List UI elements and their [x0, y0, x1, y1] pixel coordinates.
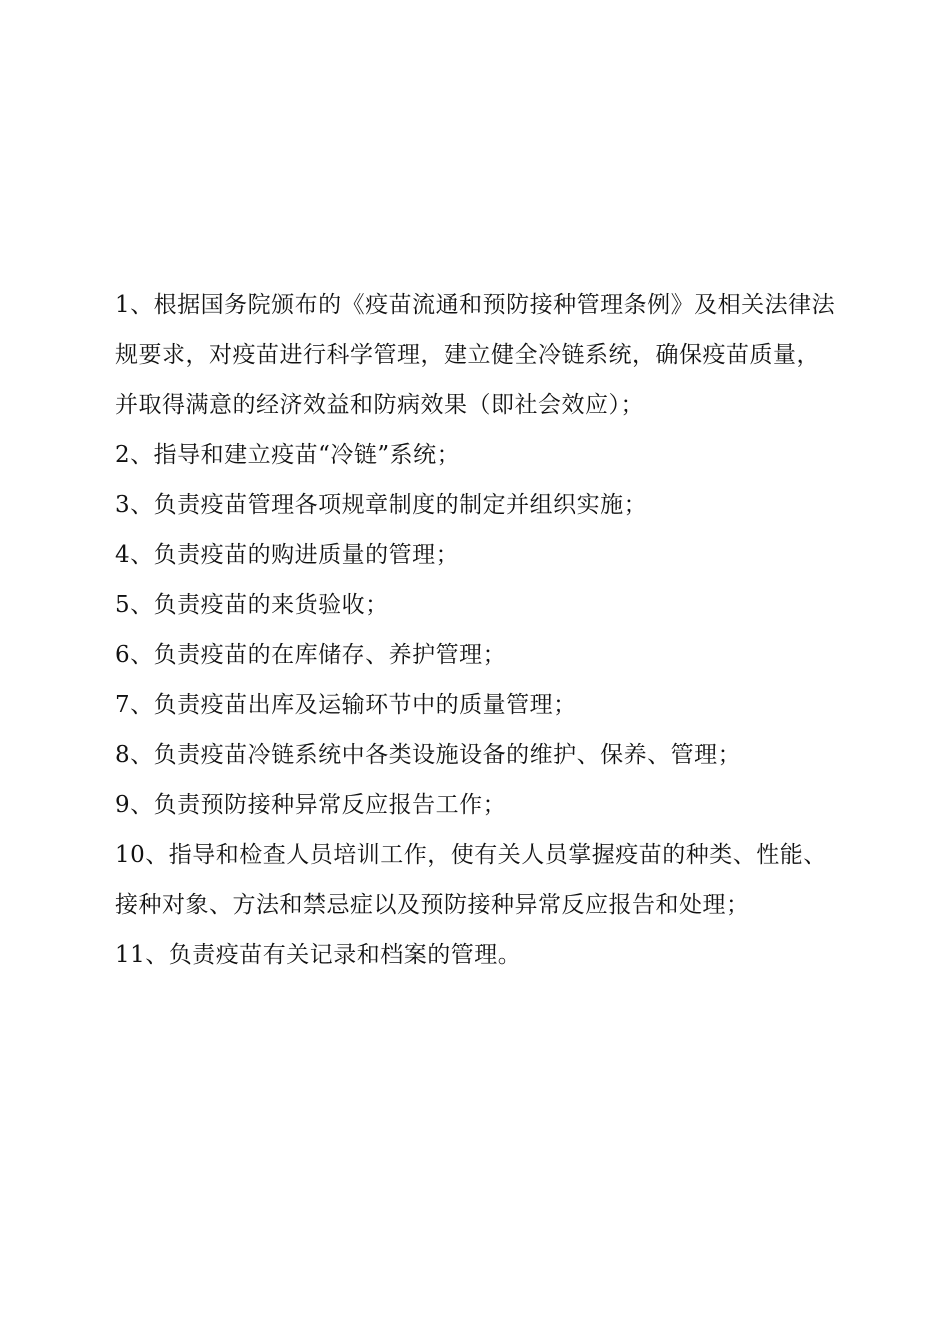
duty-list [115, 280, 840, 980]
duty-item-9: 9、负责预防接种异常反应报告工作； [115, 792, 507, 818]
duty-item-1: 1、根据国务院颁布的《疫苗流通和预防接种管理条例》及相关法律法规要求，对疫苗进行科学管理，建立健全冷链系统，确保疫苗质量，并取得满意的经济效益和防病效果（即社会效应）； [115, 292, 836, 418]
duty-item-7: 7、负责疫苗出库及运输环节中的质量管理； [115, 692, 577, 718]
duty-item-8: 8、负责疫苗冷链系统中各类设施设备的维护、保养、管理； [115, 742, 742, 768]
duty-item-3: 3、负责疫苗管理各项规章制度的制定并组织实施； [115, 492, 648, 518]
duty-item-4: 4、负责疫苗的购进质量的管理； [115, 542, 460, 568]
duty-item-2: 2、指导和建立疫苗“冷链”系统； [115, 442, 461, 468]
document-body [115, 280, 840, 980]
duty-item-6: 6、负责疫苗的在库储存、养护管理； [115, 642, 507, 668]
duty-item-10: 10、指导和检查人员培训工作，使有关人员掌握疫苗的种类、性能、接种对象、方法和禁忌症以及预防接种异常反应报告和处理； [115, 842, 827, 918]
duty-item-5: 5、负责疫苗的来货验收； [115, 592, 389, 618]
duty-item-11: 11、负责疫苗有关记录和档案的管理。 [115, 942, 522, 968]
